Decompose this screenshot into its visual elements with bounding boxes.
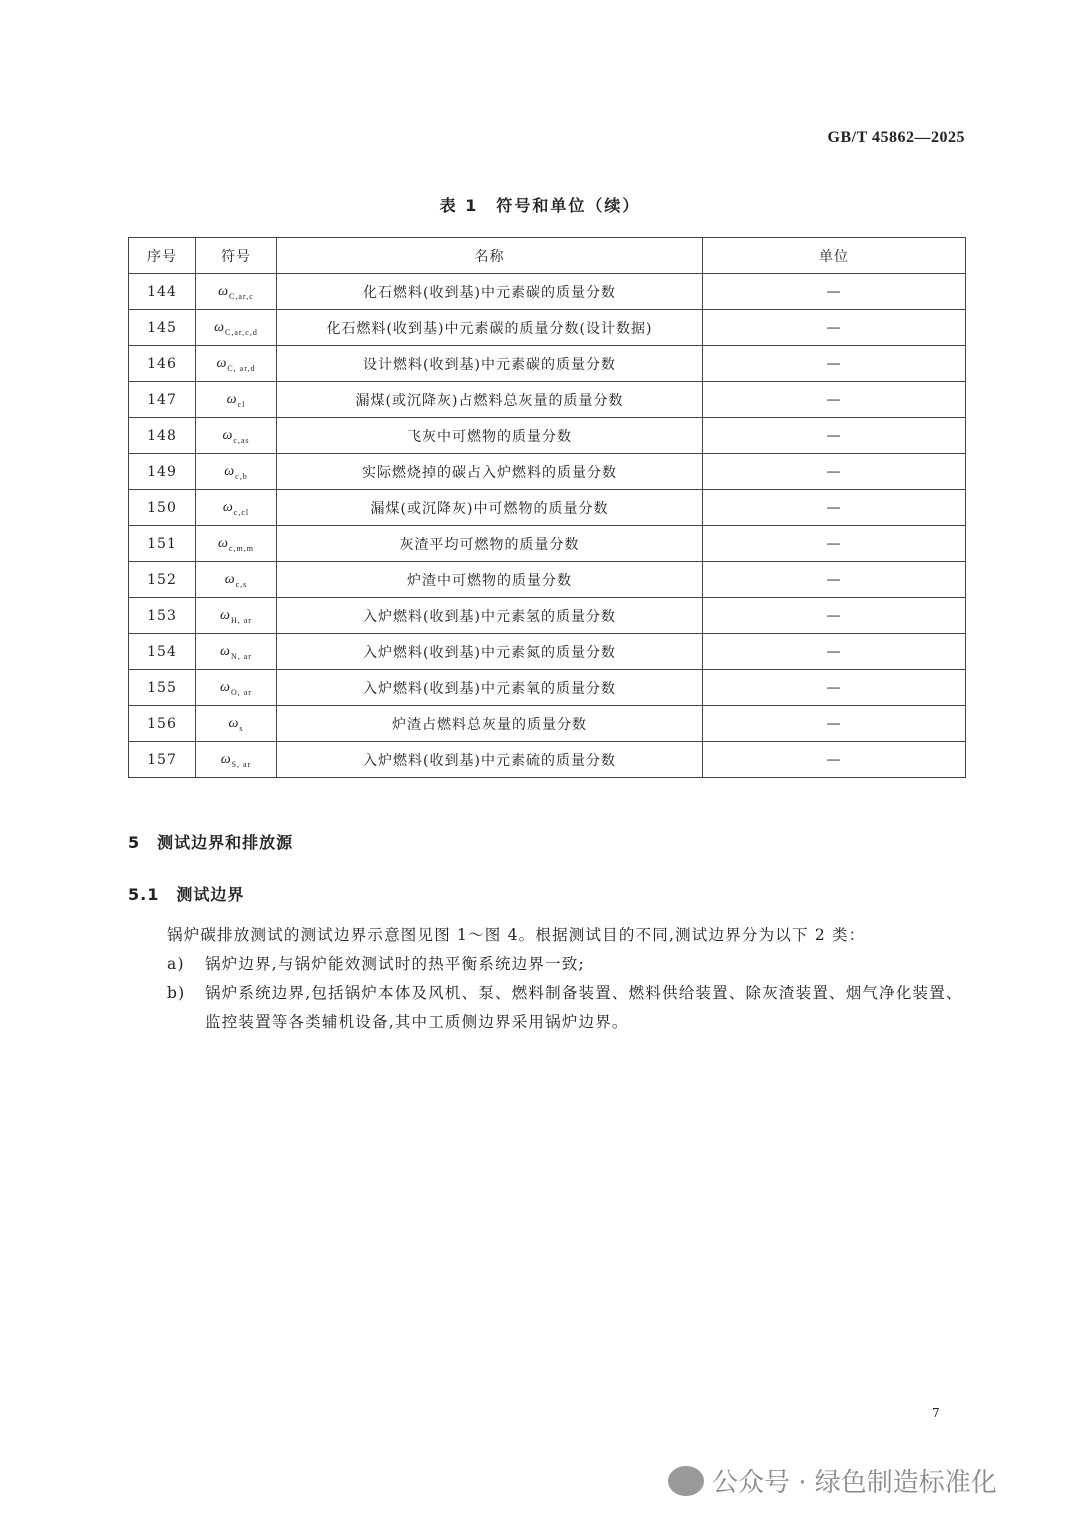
table-row	[129, 490, 966, 526]
row-unit: —	[703, 490, 966, 526]
table-row	[129, 418, 966, 454]
list-label-b: b)	[167, 984, 186, 1002]
symbol-base: ω	[220, 751, 232, 767]
symbol-subscript: C, ar,d	[227, 363, 256, 373]
row-symbol	[196, 274, 277, 310]
row-unit: —	[703, 454, 966, 490]
symbol-base: ω	[224, 463, 236, 479]
table-row	[129, 670, 966, 706]
row-name: 飞灰中可燃物的质量分数	[277, 418, 703, 454]
row-unit: —	[703, 634, 966, 670]
symbol-subscript: C,ar,c,d	[225, 327, 258, 337]
symbol-base: ω	[226, 391, 238, 407]
row-symbol	[196, 418, 277, 454]
symbol-subscript: C,ar,c	[229, 291, 254, 301]
table-row	[129, 454, 966, 490]
col-header-name: 名称	[277, 238, 703, 274]
row-symbol	[196, 634, 277, 670]
row-unit: —	[703, 418, 966, 454]
symbol-subscript: c,m,m	[228, 543, 254, 553]
row-name: 灰渣平均可燃物的质量分数	[277, 526, 703, 562]
row-no: 150	[129, 490, 196, 526]
row-no: 155	[129, 670, 196, 706]
symbol-base: ω	[218, 535, 229, 551]
row-symbol	[196, 706, 277, 742]
symbol-base: ω	[218, 283, 230, 299]
table-row	[129, 562, 966, 598]
row-unit: —	[703, 526, 966, 562]
row-name: 入炉燃料(收到基)中元素氢的质量分数	[277, 598, 703, 634]
symbol-subscript: H, ar	[230, 615, 252, 625]
section-5-heading: 5 测试边界和排放源	[128, 833, 294, 852]
symbol-subscript: S, ar	[231, 759, 252, 769]
symbol-base: ω	[216, 355, 228, 371]
row-name: 实际燃烧掉的碳占入炉燃料的质量分数	[277, 454, 703, 490]
row-unit: —	[703, 598, 966, 634]
symbol-subscript: c,b	[235, 471, 248, 481]
section-5-1-heading: 5.1 测试边界	[128, 885, 245, 904]
symbol-base: ω	[222, 499, 234, 515]
symbol-base: ω	[214, 319, 226, 335]
row-symbol	[196, 526, 277, 562]
row-unit: —	[703, 562, 966, 598]
row-unit: —	[703, 346, 966, 382]
row-name: 化石燃料(收到基)中元素碳的质量分数(设计数据)	[277, 310, 703, 346]
table-row	[129, 742, 966, 778]
row-symbol	[196, 382, 277, 418]
watermark	[668, 1462, 997, 1499]
table-caption: 表 1 符号和单位（续）	[439, 196, 641, 215]
list-item-b: 锅炉系统边界,包括锅炉本体及风机、泵、燃料制备装置、燃料供给装置、除灰渣装置、烟气净化装置、监控装置等各类辅机设备,其中工质侧边界采用锅炉边界。	[205, 984, 963, 1031]
row-symbol	[196, 670, 277, 706]
symbols-table	[128, 237, 966, 778]
row-name: 炉渣中可燃物的质量分数	[277, 562, 703, 598]
row-symbol	[196, 454, 277, 490]
row-name: 化石燃料(收到基)中元素碳的质量分数	[277, 274, 703, 310]
symbol-subscript: cl	[237, 399, 246, 409]
watermark-text: 公众号 · 绿色制造标准化	[712, 1468, 997, 1498]
list-label-a: a)	[167, 955, 185, 973]
row-symbol	[196, 310, 277, 346]
table-row	[129, 526, 966, 562]
symbol-base: ω	[228, 715, 240, 731]
table-row	[129, 310, 966, 346]
col-header-no: 序号	[129, 238, 196, 274]
row-no: 154	[129, 634, 196, 670]
row-name: 入炉燃料(收到基)中元素氮的质量分数	[277, 634, 703, 670]
symbol-base: ω	[220, 679, 231, 695]
list-item-a: 锅炉边界,与锅炉能效测试时的热平衡系统边界一致;	[205, 955, 585, 973]
symbol-base: ω	[224, 571, 236, 587]
symbol-subscript: c,s	[235, 579, 248, 589]
row-name: 漏煤(或沉降灰)中可燃物的质量分数	[277, 490, 703, 526]
row-name: 入炉燃料(收到基)中元素氧的质量分数	[277, 670, 703, 706]
col-header-unit: 单位	[703, 238, 966, 274]
row-no: 156	[129, 706, 196, 742]
symbol-subscript: c,as	[233, 435, 250, 445]
col-header-symbol: 符号	[196, 238, 277, 274]
row-no: 151	[129, 526, 196, 562]
row-no: 145	[129, 310, 196, 346]
table-row	[129, 274, 966, 310]
row-no: 146	[129, 346, 196, 382]
row-no: 148	[129, 418, 196, 454]
row-no: 144	[129, 274, 196, 310]
row-unit: —	[703, 310, 966, 346]
row-symbol	[196, 562, 277, 598]
page-number: 7	[932, 1406, 940, 1420]
row-name: 设计燃料(收到基)中元素碳的质量分数	[277, 346, 703, 382]
row-symbol	[196, 490, 277, 526]
row-symbol	[196, 742, 277, 778]
symbol-base: ω	[222, 427, 234, 443]
symbol-subscript: N, ar	[230, 651, 252, 661]
table-row	[129, 346, 966, 382]
table-row	[129, 382, 966, 418]
table-row	[129, 634, 966, 670]
row-no: 149	[129, 454, 196, 490]
symbol-subscript: O, ar	[230, 687, 252, 697]
row-name: 漏煤(或沉降灰)占燃料总灰量的质量分数	[277, 382, 703, 418]
row-no: 147	[129, 382, 196, 418]
row-name: 入炉燃料(收到基)中元素硫的质量分数	[277, 742, 703, 778]
table-row	[129, 706, 966, 742]
row-unit: —	[703, 274, 966, 310]
symbol-subscript: s	[239, 723, 244, 733]
row-unit: —	[703, 670, 966, 706]
row-unit: —	[703, 706, 966, 742]
symbol-subscript: c,cl	[233, 507, 250, 517]
symbol-base: ω	[220, 643, 231, 659]
row-symbol	[196, 346, 277, 382]
wechat-icon	[668, 1466, 704, 1496]
row-no: 152	[129, 562, 196, 598]
row-unit: —	[703, 742, 966, 778]
symbol-base: ω	[220, 607, 231, 623]
standard-number: GB/T 45862—2025	[827, 129, 965, 146]
intro-paragraph: 锅炉碳排放测试的测试边界示意图见图 1～图 4。根据测试目的不同,测试边界分为以下 2 类：	[167, 926, 866, 944]
row-no: 153	[129, 598, 196, 634]
row-no: 157	[129, 742, 196, 778]
table-row	[129, 598, 966, 634]
row-symbol	[196, 598, 277, 634]
row-name: 炉渣占燃料总灰量的质量分数	[277, 706, 703, 742]
row-unit: —	[703, 382, 966, 418]
